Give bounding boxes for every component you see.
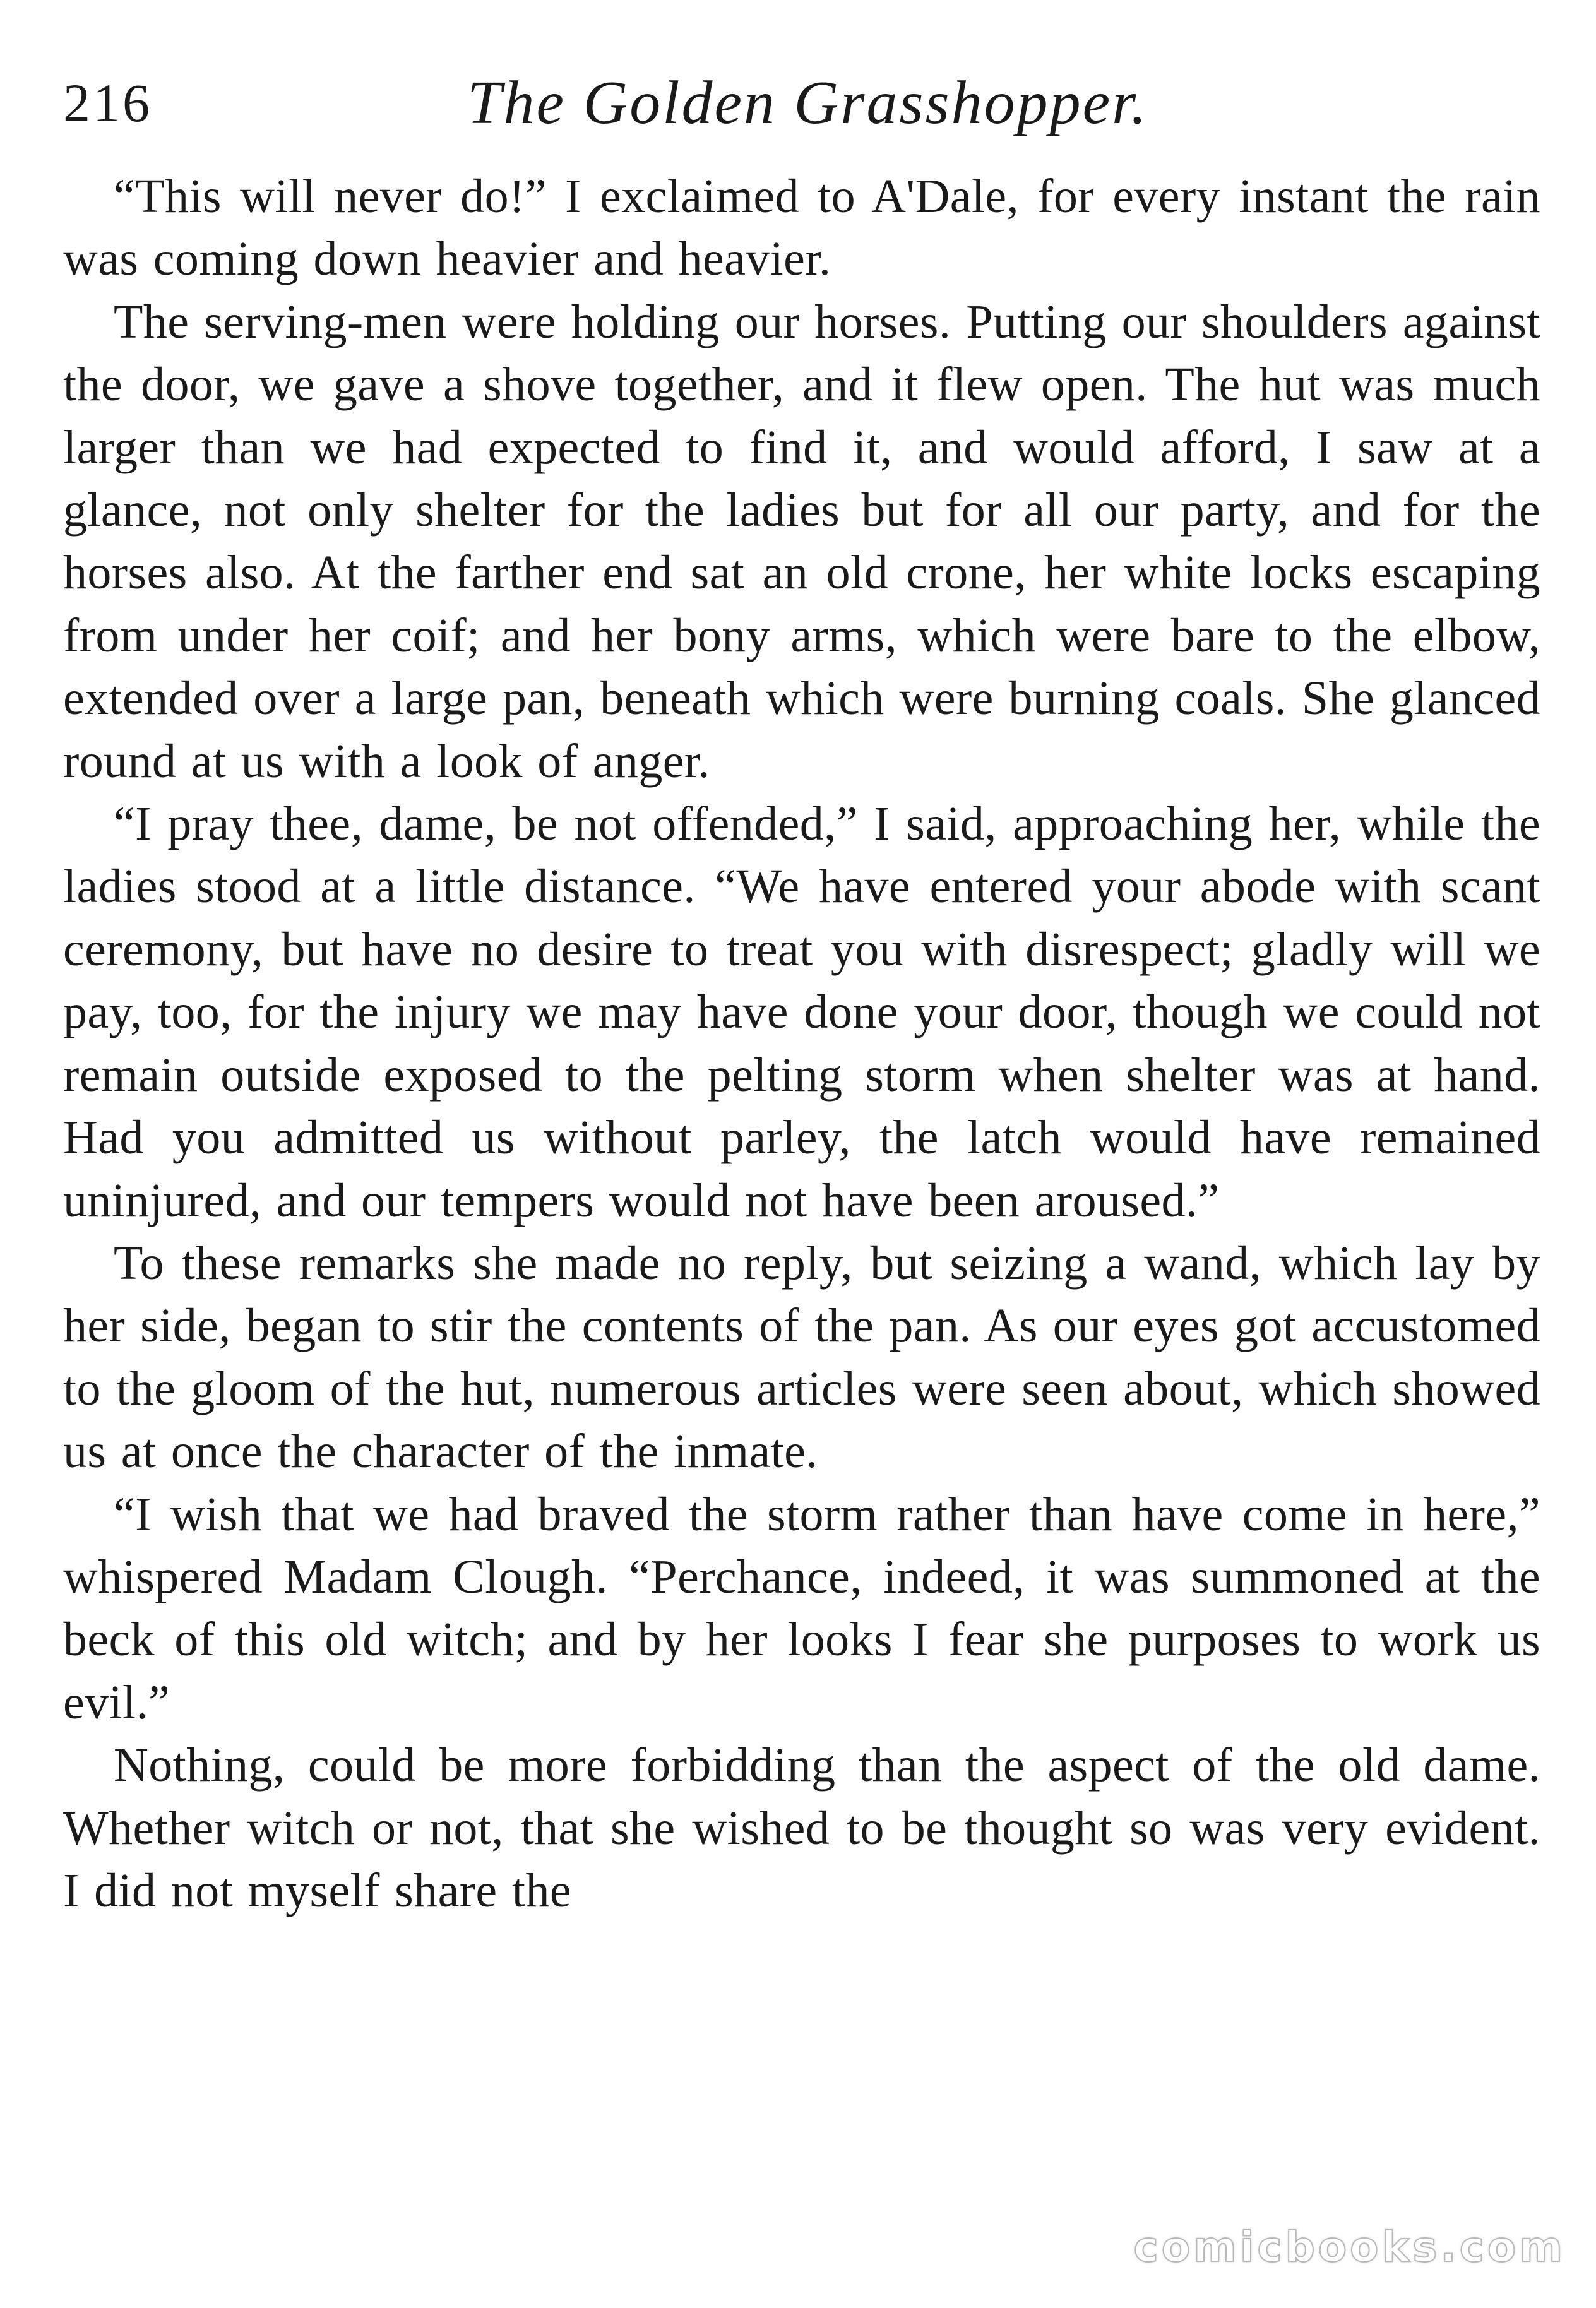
body-text [63,165,1540,1922]
paragraph: “This will never do!” I exclaimed to A'Dale, for every instant the rain was coming down heavier and heavier. [63,170,1540,286]
paragraph: “I wish that we had braved the storm rather than have come in here,” whispered Madam Clough. “Perchance, indeed, it was summoned at the beck of this old witch; and by her looks I fear she purposes to work us evil.” [63,1487,1540,1729]
watermark: comicbooks.com [1133,2223,1566,2271]
paragraph: The serving-men were holding our horses. Putting our shoulders against the door, we gave a shove together, and it flew open. The hut was much larger than we had expected to find it, and would afford, I saw at a glance, not only shelter for the ladies but for all our party, and for the horses also. At the farther end sat an old crone, her white locks escaping from under her coif; and her bony arms, which were bare to the elbow, extended over a large pan, beneath which were burning coals. She glanced round at us with a look of anger. [63,295,1540,788]
page-number: 216 [63,73,152,133]
page-header [63,56,1540,150]
paragraph: “I pray thee, dame, be not offended,” I said, approaching her, while the ladies stood at a little distance. “We have entered your abode with scant ceremony, but have no desire to treat you with disrespect; gladly will we pay, too, for the injury we may have done your door, though we could not remain outside exposed to the pelting storm when shelter was at hand. Had you admitted us without parley, the latch would have remained uninjured, and our tempers would not have been aroused.” [63,797,1540,1227]
paragraph: To these remarks she made no reply, but seizing a wand, which lay by her side, began to stir the contents of the pan. As our eyes got accustomed to the gloom of the hut, numerous articles were seen about, which showed us at once the character of the inmate. [63,1236,1540,1478]
paragraph: Nothing, could be more forbidding than the aspect of the old dame. Whether witch or not, that she wished to be thought so was very evident. I did not myself share the [63,1739,1540,1917]
running-title: The Golden Grasshopper. [467,69,1148,137]
